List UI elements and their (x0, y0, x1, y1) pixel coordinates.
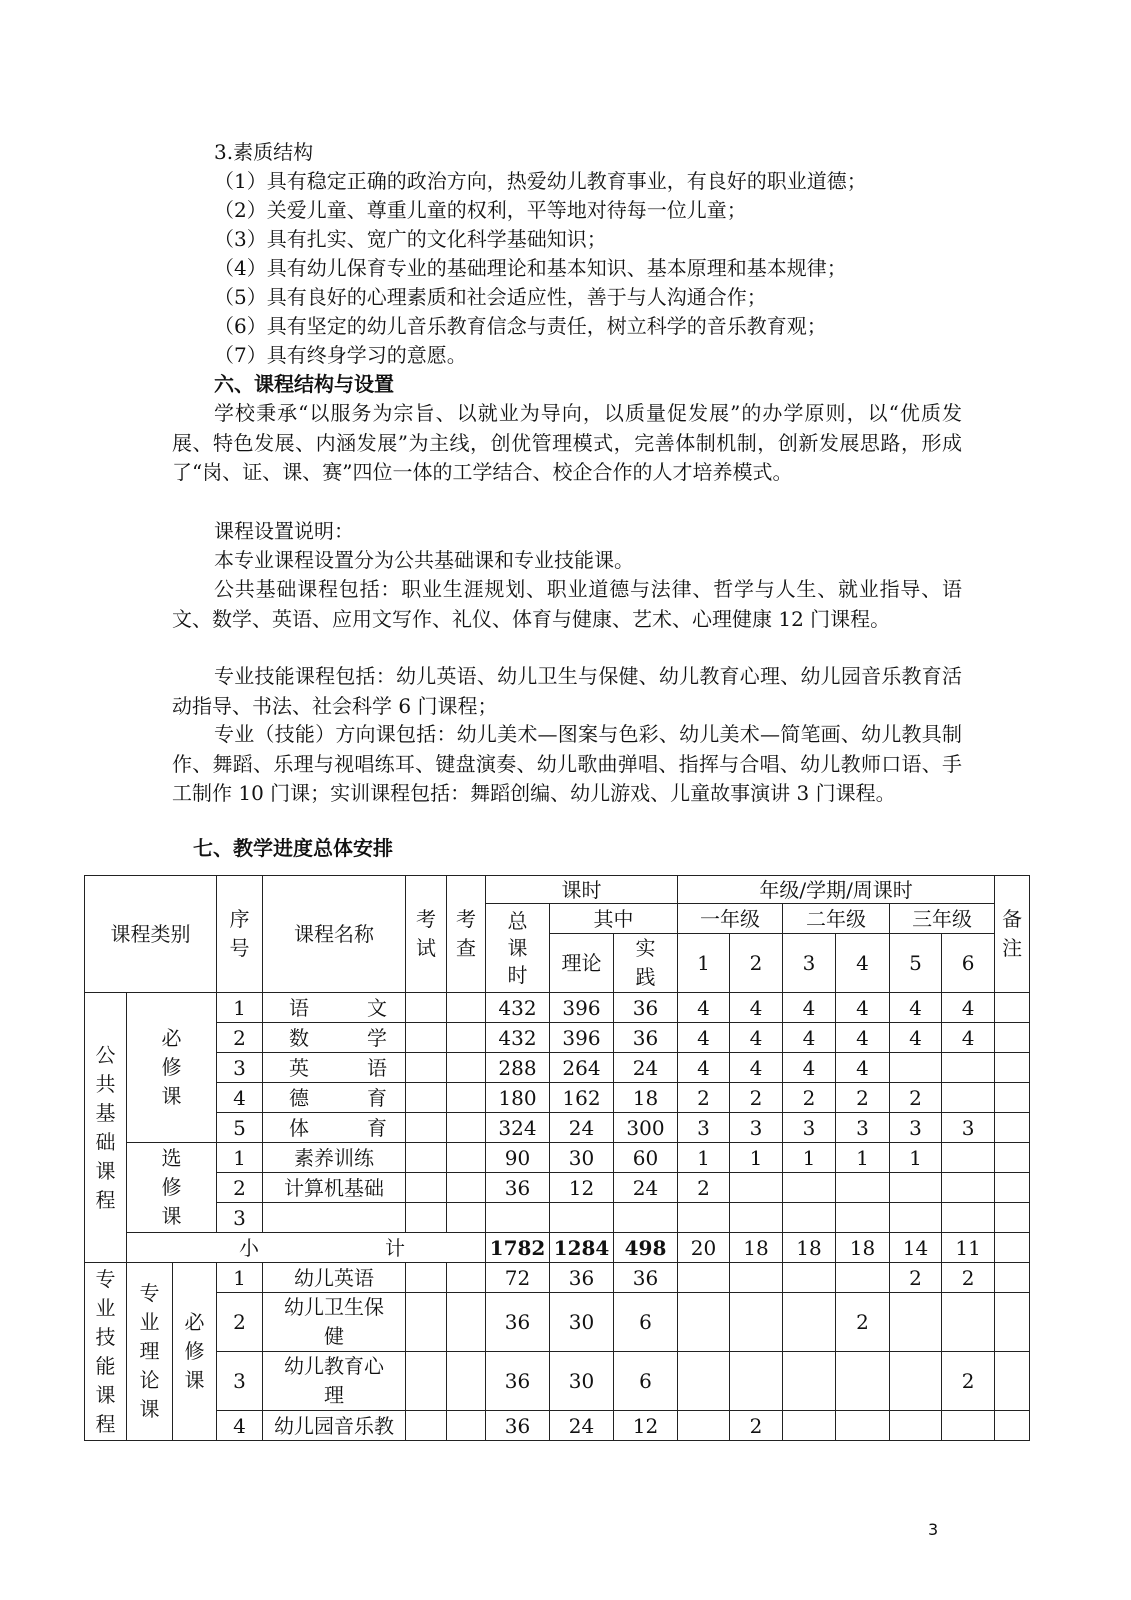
section6-paragraph: 学校秉承“以服务为宗旨、以就业为导向，以质量促发展”的办学原则，以“优质发展、特色发展、内涵发展”为主线，创优管理模式，完善体制机制，创新发展思路，形成了“岗、证、课、赛”四位一体的工学结合、校企合作的人才培养模式。 (172, 401, 962, 484)
cell-exam (406, 1113, 447, 1143)
cell-total: 432 (486, 1023, 550, 1053)
professional-category: 专业技能课程 (85, 1263, 127, 1441)
cell-sem: 2 (942, 1352, 995, 1411)
table-row (85, 1411, 1030, 1441)
public-category: 公共基础课程 (85, 993, 127, 1263)
cell-total: 72 (486, 1263, 550, 1293)
cell-practice: 300 (614, 1113, 678, 1143)
cell-check (447, 1411, 486, 1441)
header-semester: 2 (730, 934, 783, 993)
header-grade2: 二年级 (783, 904, 890, 934)
cell-sem: 1 (783, 1143, 836, 1173)
cell-total (486, 1203, 550, 1233)
cell-sem (942, 1053, 995, 1083)
cell-sem: 3 (678, 1113, 730, 1143)
section6-paragraph: 专业（技能）方向课包括：幼儿美术—图案与色彩、幼儿美术—简笔画、幼儿教具制作、舞蹈、乐理与视唱练耳、键盘演奏、幼儿歌曲弹唱、指挥与合唱、幼儿教师口语、手工制作 10 门课；实训课程包括：舞蹈创编、幼儿游戏、儿童故事演讲 3 门课程。 (172, 722, 962, 805)
cell-sem: 3 (942, 1113, 995, 1143)
cell-exam (406, 1173, 447, 1203)
cell-no: 5 (217, 1113, 263, 1143)
cell-check (447, 1113, 486, 1143)
cell-name: 幼儿卫生保健 (263, 1293, 406, 1352)
cell-sem: 1 (730, 1143, 783, 1173)
cell-sem (678, 1352, 730, 1411)
header-among: 其中 (550, 904, 678, 934)
cell-sem: 4 (730, 1053, 783, 1083)
cell-check (447, 1173, 486, 1203)
cell-sem: 11 (942, 1233, 995, 1263)
table-header-row (85, 876, 1030, 904)
cell-sem: 18 (836, 1233, 890, 1263)
schedule-table (84, 875, 1030, 1441)
cell-no: 3 (217, 1203, 263, 1233)
cell-total: 432 (486, 993, 550, 1023)
cell-exam (406, 1053, 447, 1083)
cell-sem (890, 1293, 942, 1352)
cell-sem (890, 1173, 942, 1203)
cell-sem (836, 1411, 890, 1441)
cell-sem (942, 1411, 995, 1441)
header-theory: 理论 (550, 934, 614, 993)
cell-sem (942, 1203, 995, 1233)
cell-total: 288 (486, 1053, 550, 1083)
cell-theory: 30 (550, 1293, 614, 1352)
cell-exam (406, 1411, 447, 1441)
cell-sem: 1 (890, 1143, 942, 1173)
cell-remark (995, 1143, 1030, 1173)
cell-sem: 14 (890, 1233, 942, 1263)
cell-theory: 24 (550, 1411, 614, 1441)
cell-sem (836, 1352, 890, 1411)
cell-sem (942, 1143, 995, 1173)
cell-sem: 3 (836, 1113, 890, 1143)
table-row (85, 1352, 1030, 1411)
subtotal-theory: 1284 (550, 1233, 614, 1263)
table-row (85, 1173, 1030, 1203)
cell-sem: 2 (942, 1263, 995, 1293)
cell-sem: 4 (836, 1053, 890, 1083)
cell-name: 英 语 (263, 1053, 406, 1083)
cell-remark (995, 1352, 1030, 1411)
quality-item: （5）具有良好的心理素质和社会适应性，善于与人沟通合作； (214, 285, 767, 309)
cell-sem (836, 1173, 890, 1203)
cell-sem: 4 (890, 1023, 942, 1053)
cell-check (447, 1203, 486, 1233)
cell-sem (890, 1053, 942, 1083)
table-row (85, 1083, 1030, 1113)
subtotal-row (85, 1233, 1030, 1263)
cell-no: 1 (217, 1143, 263, 1173)
cell-exam (406, 1143, 447, 1173)
cell-remark (995, 1203, 1030, 1233)
cell-exam (406, 1293, 447, 1352)
cell-sem (942, 1083, 995, 1113)
cell-sem: 2 (890, 1083, 942, 1113)
cell-no: 2 (217, 1173, 263, 1203)
cell-check (447, 1023, 486, 1053)
cell-sem: 4 (783, 993, 836, 1023)
cell-theory: 30 (550, 1143, 614, 1173)
cell-sem (678, 1263, 730, 1293)
cell-sem: 4 (783, 1053, 836, 1083)
cell-exam (406, 1263, 447, 1293)
cell-sem (783, 1173, 836, 1203)
cell-no: 1 (217, 993, 263, 1023)
cell-no: 4 (217, 1411, 263, 1441)
cell-sem: 2 (678, 1083, 730, 1113)
cell-no: 3 (217, 1053, 263, 1083)
cell-remark (995, 1053, 1030, 1083)
cell-check (447, 1263, 486, 1293)
cell-sem: 4 (836, 993, 890, 1023)
table-row (85, 1023, 1030, 1053)
page-number: 3 (928, 1520, 939, 1539)
cell-sem (890, 1352, 942, 1411)
cell-theory (550, 1203, 614, 1233)
section7-heading: 七、教学进度总体安排 (193, 836, 393, 860)
header-remark: 备注 (995, 876, 1030, 993)
cell-sem: 2 (783, 1083, 836, 1113)
cell-total: 90 (486, 1143, 550, 1173)
cell-remark (995, 1263, 1030, 1293)
cell-check (447, 1293, 486, 1352)
cell-sem: 2 (836, 1083, 890, 1113)
cell-no: 2 (217, 1293, 263, 1352)
cell-theory: 396 (550, 993, 614, 1023)
section6-paragraph: 公共基础课程包括：职业生涯规划、职业道德与法律、哲学与人生、就业指导、语文、数学、英语、应用文写作、礼仪、体育与健康、艺术、心理健康 12 门课程。 (172, 577, 962, 631)
cell-remark (995, 1233, 1030, 1263)
cell-sem: 2 (730, 1083, 783, 1113)
cell-check (447, 1083, 486, 1113)
cell-name: 素养训练 (263, 1143, 406, 1173)
cell-practice: 6 (614, 1293, 678, 1352)
cell-exam (406, 993, 447, 1023)
cell-sem (730, 1352, 783, 1411)
cell-sem: 3 (730, 1113, 783, 1143)
cell-sem: 2 (890, 1263, 942, 1293)
section6-paragraph: 本专业课程设置分为公共基础课和专业技能课。 (214, 548, 634, 572)
quality-item: （7）具有终身学习的意愿。 (214, 343, 467, 367)
cell-total: 36 (486, 1293, 550, 1352)
cell-sem (730, 1173, 783, 1203)
cell-theory: 12 (550, 1173, 614, 1203)
public-elective-label: 选修课 (127, 1143, 217, 1233)
cell-sem (783, 1293, 836, 1352)
cell-theory: 162 (550, 1083, 614, 1113)
cell-sem: 4 (678, 1023, 730, 1053)
quality-item: （3）具有扎实、宽广的文化科学基础知识； (214, 227, 607, 251)
cell-sem (678, 1203, 730, 1233)
cell-total: 180 (486, 1083, 550, 1113)
cell-total: 324 (486, 1113, 550, 1143)
cell-sem (730, 1263, 783, 1293)
cell-sem (942, 1293, 995, 1352)
cell-remark (995, 1083, 1030, 1113)
cell-exam (406, 1352, 447, 1411)
cell-check (447, 1352, 486, 1411)
cell-sem: 2 (730, 1411, 783, 1441)
cell-sem (836, 1263, 890, 1293)
cell-sem: 1 (678, 1143, 730, 1173)
cell-sem (890, 1411, 942, 1441)
cell-sem: 18 (783, 1233, 836, 1263)
cell-remark (995, 1173, 1030, 1203)
cell-check (447, 993, 486, 1023)
cell-practice: 36 (614, 993, 678, 1023)
cell-sem: 18 (730, 1233, 783, 1263)
cell-theory: 264 (550, 1053, 614, 1083)
cell-exam (406, 1023, 447, 1053)
cell-total: 36 (486, 1352, 550, 1411)
cell-sem (942, 1173, 995, 1203)
cell-practice: 36 (614, 1263, 678, 1293)
header-name: 课程名称 (263, 876, 406, 993)
cell-sem: 3 (890, 1113, 942, 1143)
table-row (85, 1263, 1030, 1293)
header-semester: 6 (942, 934, 995, 993)
cell-name: 幼儿园音乐教 (263, 1411, 406, 1441)
cell-remark (995, 1293, 1030, 1352)
header-seq: 序号 (217, 876, 263, 993)
cell-sem: 4 (890, 993, 942, 1023)
cell-sem (678, 1411, 730, 1441)
cell-practice: 24 (614, 1173, 678, 1203)
quality-heading: 3.素质结构 (214, 140, 314, 164)
cell-sem (783, 1352, 836, 1411)
cell-sem (783, 1411, 836, 1441)
cell-practice: 36 (614, 1023, 678, 1053)
cell-name: 计算机基础 (263, 1173, 406, 1203)
cell-practice: 24 (614, 1053, 678, 1083)
cell-practice: 18 (614, 1083, 678, 1113)
cell-no: 4 (217, 1083, 263, 1113)
cell-sem: 20 (678, 1233, 730, 1263)
table-row (85, 1053, 1030, 1083)
cell-sem: 4 (942, 993, 995, 1023)
header-hours: 课时 (486, 876, 678, 904)
subtotal-label: 小 计 (127, 1233, 486, 1263)
header-check: 考查 (447, 876, 486, 993)
header-practice: 实践 (614, 934, 678, 993)
header-grade3: 三年级 (890, 904, 995, 934)
cell-remark (995, 993, 1030, 1023)
cell-sem: 4 (678, 1053, 730, 1083)
cell-name: 德 育 (263, 1083, 406, 1113)
table-row (85, 1113, 1030, 1143)
cell-name: 数 学 (263, 1023, 406, 1053)
cell-exam (406, 1083, 447, 1113)
subtotal-total: 1782 (486, 1233, 550, 1263)
cell-sem: 3 (783, 1113, 836, 1143)
cell-theory: 30 (550, 1352, 614, 1411)
cell-sem (730, 1293, 783, 1352)
header-exam: 考试 (406, 876, 447, 993)
header-grade-semester: 年级/学期/周课时 (678, 876, 995, 904)
cell-sem: 1 (836, 1143, 890, 1173)
quality-item: （4）具有幼儿保育专业的基础理论和基本知识、基本原理和基本规律； (214, 256, 847, 280)
quality-item: （1）具有稳定正确的政治方向，热爱幼儿教育事业，有良好的职业道德； (214, 169, 867, 193)
cell-total: 36 (486, 1173, 550, 1203)
header-semester: 3 (783, 934, 836, 993)
header-total: 总课时 (486, 904, 550, 993)
cell-name: 体 育 (263, 1113, 406, 1143)
cell-sem (783, 1203, 836, 1233)
cell-sem: 4 (783, 1023, 836, 1053)
professional-theory-label: 专业理论课 (127, 1263, 173, 1441)
cell-practice: 12 (614, 1411, 678, 1441)
cell-sem: 4 (730, 993, 783, 1023)
cell-sem: 4 (678, 993, 730, 1023)
cell-sem (890, 1203, 942, 1233)
cell-remark (995, 1411, 1030, 1441)
section6-paragraph: 课程设置说明： (214, 519, 354, 543)
cell-name: 幼儿英语 (263, 1263, 406, 1293)
cell-remark (995, 1113, 1030, 1143)
cell-name: 幼儿教育心理 (263, 1352, 406, 1411)
table-row (85, 993, 1030, 1023)
cell-practice: 6 (614, 1352, 678, 1411)
cell-sem (783, 1263, 836, 1293)
section6-heading: 六、课程结构与设置 (214, 372, 394, 396)
professional-required-label: 必修课 (173, 1263, 217, 1441)
header-grade1: 一年级 (678, 904, 783, 934)
cell-no: 2 (217, 1023, 263, 1053)
cell-practice: 60 (614, 1143, 678, 1173)
cell-check (447, 1143, 486, 1173)
cell-exam (406, 1203, 447, 1233)
quality-item: （2）关爱儿童、尊重儿童的权利，平等地对待每一位儿童； (214, 198, 747, 222)
cell-theory: 36 (550, 1263, 614, 1293)
cell-check (447, 1053, 486, 1083)
cell-sem: 4 (836, 1023, 890, 1053)
header-category: 课程类别 (85, 876, 217, 993)
cell-no: 3 (217, 1352, 263, 1411)
cell-sem: 4 (730, 1023, 783, 1053)
cell-name: 语 文 (263, 993, 406, 1023)
cell-theory: 24 (550, 1113, 614, 1143)
cell-no: 1 (217, 1263, 263, 1293)
quality-item: （6）具有坚定的幼儿音乐教育信念与责任，树立科学的音乐教育观； (214, 314, 827, 338)
cell-sem (678, 1293, 730, 1352)
table-row (85, 1293, 1030, 1352)
public-required-label: 必修课 (127, 993, 217, 1143)
cell-practice (614, 1203, 678, 1233)
header-semester: 4 (836, 934, 890, 993)
table-row (85, 1203, 1030, 1233)
subtotal-practice: 498 (614, 1233, 678, 1263)
cell-sem (836, 1203, 890, 1233)
header-semester: 5 (890, 934, 942, 993)
cell-total: 36 (486, 1411, 550, 1441)
cell-theory: 396 (550, 1023, 614, 1053)
cell-sem: 2 (836, 1293, 890, 1352)
cell-sem: 4 (942, 1023, 995, 1053)
cell-remark (995, 1023, 1030, 1053)
header-semester: 1 (678, 934, 730, 993)
cell-name (263, 1203, 406, 1233)
cell-sem: 2 (678, 1173, 730, 1203)
table-row (85, 1143, 1030, 1173)
cell-sem (730, 1203, 783, 1233)
section6-paragraph: 专业技能课程包括：幼儿英语、幼儿卫生与保健、幼儿教育心理、幼儿园音乐教育活动指导、书法、社会科学 6 门课程； (172, 664, 962, 718)
